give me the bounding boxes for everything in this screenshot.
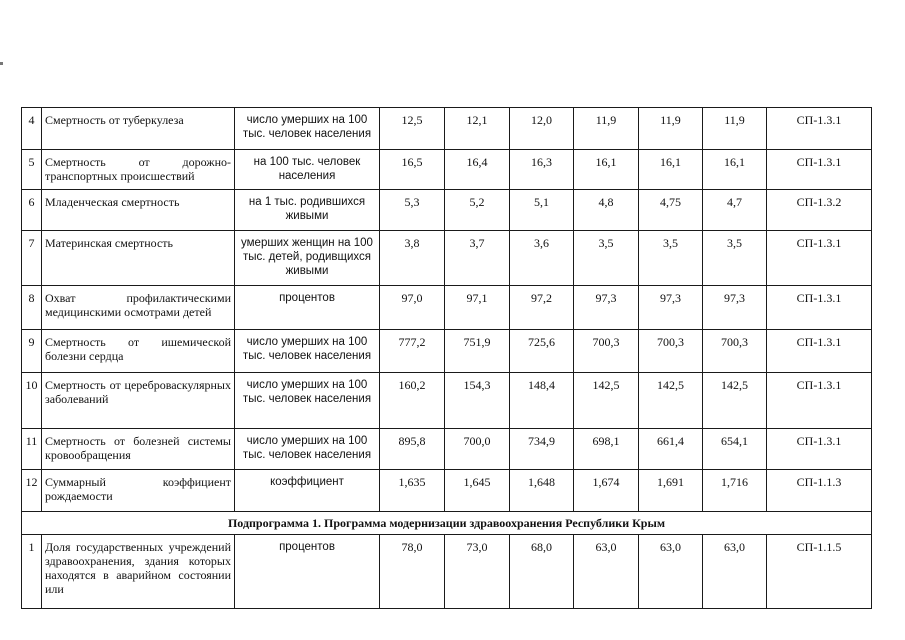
value-cell: 16,1 xyxy=(574,150,639,190)
value-cell: 73,0 xyxy=(445,535,510,609)
value-cell: 734,9 xyxy=(510,429,574,470)
value-cell: 142,5 xyxy=(639,373,703,429)
row-number: 8 xyxy=(22,286,42,330)
value-cell: 154,3 xyxy=(445,373,510,429)
unit-of-measure: на 1 тыс. родившихся живыми xyxy=(235,190,380,231)
value-cell: 777,2 xyxy=(380,330,445,373)
program-code: СП-1.1.5 xyxy=(767,535,872,609)
value-cell: 97,3 xyxy=(703,286,767,330)
value-cell: 698,1 xyxy=(574,429,639,470)
page-edge-mark xyxy=(0,62,3,65)
value-cell: 3,5 xyxy=(639,231,703,286)
program-code: СП-1.3.1 xyxy=(767,108,872,150)
value-cell: 97,0 xyxy=(380,286,445,330)
unit-of-measure: процентов xyxy=(235,286,380,330)
value-cell: 63,0 xyxy=(703,535,767,609)
table-row xyxy=(22,330,872,373)
row-number: 9 xyxy=(22,330,42,373)
value-cell: 4,75 xyxy=(639,190,703,231)
value-cell: 3,7 xyxy=(445,231,510,286)
indicator-name: Смертность от болезней системы кровообращения xyxy=(42,429,235,470)
value-cell: 12,0 xyxy=(510,108,574,150)
table-row xyxy=(22,190,872,231)
value-cell: 16,1 xyxy=(639,150,703,190)
program-code: СП-1.3.1 xyxy=(767,373,872,429)
value-cell: 1,674 xyxy=(574,470,639,512)
value-cell: 97,1 xyxy=(445,286,510,330)
unit-of-measure: число умерших на 100 тыс. человек населения xyxy=(235,373,380,429)
indicator-name: Смертность от ишемической болезни сердца xyxy=(42,330,235,373)
value-cell: 700,0 xyxy=(445,429,510,470)
value-cell: 3,5 xyxy=(703,231,767,286)
value-cell: 63,0 xyxy=(639,535,703,609)
program-code: СП-1.3.1 xyxy=(767,330,872,373)
program-code: СП-1.3.1 xyxy=(767,231,872,286)
unit-of-measure: число умерших на 100 тыс. человек населения xyxy=(235,108,380,150)
indicator-name: Охват профилактическими медицинскими осмотрами детей xyxy=(42,286,235,330)
row-number: 4 xyxy=(22,108,42,150)
value-cell: 5,1 xyxy=(510,190,574,231)
indicator-name: Смертность от дорожно-транспортных происшествий xyxy=(42,150,235,190)
value-cell: 97,3 xyxy=(639,286,703,330)
unit-of-measure: на 100 тыс. человек населения xyxy=(235,150,380,190)
unit-of-measure: коэффициент xyxy=(235,470,380,512)
value-cell: 1,716 xyxy=(703,470,767,512)
value-cell: 142,5 xyxy=(574,373,639,429)
unit-of-measure: умерших женщин на 100 тыс. детей, родивщихся живыми xyxy=(235,231,380,286)
value-cell: 97,2 xyxy=(510,286,574,330)
value-cell: 11,9 xyxy=(703,108,767,150)
value-cell: 700,3 xyxy=(703,330,767,373)
row-number: 5 xyxy=(22,150,42,190)
row-number: 11 xyxy=(22,429,42,470)
value-cell: 725,6 xyxy=(510,330,574,373)
program-code: СП-1.3.1 xyxy=(767,286,872,330)
value-cell: 12,1 xyxy=(445,108,510,150)
indicator-name: Смертность от туберкулеза xyxy=(42,108,235,150)
program-code: СП-1.3.1 xyxy=(767,150,872,190)
indicator-name: Суммарный коэффициент рождаемости xyxy=(42,470,235,512)
unit-of-measure: число умерших на 100 тыс. человек населения xyxy=(235,330,380,373)
table-row xyxy=(22,150,872,190)
value-cell: 661,4 xyxy=(639,429,703,470)
row-number: 10 xyxy=(22,373,42,429)
table-row xyxy=(22,470,872,512)
value-cell: 78,0 xyxy=(380,535,445,609)
value-cell: 1,635 xyxy=(380,470,445,512)
program-code: СП-1.1.3 xyxy=(767,470,872,512)
value-cell: 654,1 xyxy=(703,429,767,470)
value-cell: 16,1 xyxy=(703,150,767,190)
value-cell: 97,3 xyxy=(574,286,639,330)
table-row xyxy=(22,231,872,286)
value-cell: 5,3 xyxy=(380,190,445,231)
indicator-name: Смертность от цереброваскулярных заболеваний xyxy=(42,373,235,429)
row-number: 12 xyxy=(22,470,42,512)
table-row xyxy=(22,373,872,429)
indicator-name: Материнская смертность xyxy=(42,231,235,286)
value-cell: 4,7 xyxy=(703,190,767,231)
subprogram-header-row xyxy=(22,512,872,535)
value-cell: 1,691 xyxy=(639,470,703,512)
value-cell: 16,5 xyxy=(380,150,445,190)
value-cell: 3,5 xyxy=(574,231,639,286)
value-cell: 700,3 xyxy=(639,330,703,373)
value-cell: 63,0 xyxy=(574,535,639,609)
value-cell: 3,6 xyxy=(510,231,574,286)
value-cell: 160,2 xyxy=(380,373,445,429)
value-cell: 4,8 xyxy=(574,190,639,231)
value-cell: 148,4 xyxy=(510,373,574,429)
value-cell: 5,2 xyxy=(445,190,510,231)
value-cell: 12,5 xyxy=(380,108,445,150)
program-code: СП-1.3.2 xyxy=(767,190,872,231)
value-cell: 11,9 xyxy=(574,108,639,150)
value-cell: 1,648 xyxy=(510,470,574,512)
row-number: 1 xyxy=(22,535,42,609)
value-cell: 751,9 xyxy=(445,330,510,373)
subprogram-title: Подпрограмма 1. Программа модернизации здравоохранения Республики Крым xyxy=(22,512,872,535)
unit-of-measure: процентов xyxy=(235,535,380,609)
value-cell: 11,9 xyxy=(639,108,703,150)
value-cell: 68,0 xyxy=(510,535,574,609)
table-row xyxy=(22,429,872,470)
table-row xyxy=(22,286,872,330)
value-cell: 16,3 xyxy=(510,150,574,190)
value-cell: 1,645 xyxy=(445,470,510,512)
unit-of-measure: число умерших на 100 тыс. человек населения xyxy=(235,429,380,470)
value-cell: 700,3 xyxy=(574,330,639,373)
row-number: 7 xyxy=(22,231,42,286)
value-cell: 895,8 xyxy=(380,429,445,470)
indicator-name: Младенческая смертность xyxy=(42,190,235,231)
table-row xyxy=(22,535,872,609)
value-cell: 3,8 xyxy=(380,231,445,286)
table-row xyxy=(22,108,872,150)
program-code: СП-1.3.1 xyxy=(767,429,872,470)
value-cell: 16,4 xyxy=(445,150,510,190)
indicator-name: Доля государственных учреждений здравоохранения, здания которых находятся в аварийном состоянии или xyxy=(42,535,235,609)
value-cell: 142,5 xyxy=(703,373,767,429)
row-number: 6 xyxy=(22,190,42,231)
indicators-table xyxy=(21,107,872,609)
